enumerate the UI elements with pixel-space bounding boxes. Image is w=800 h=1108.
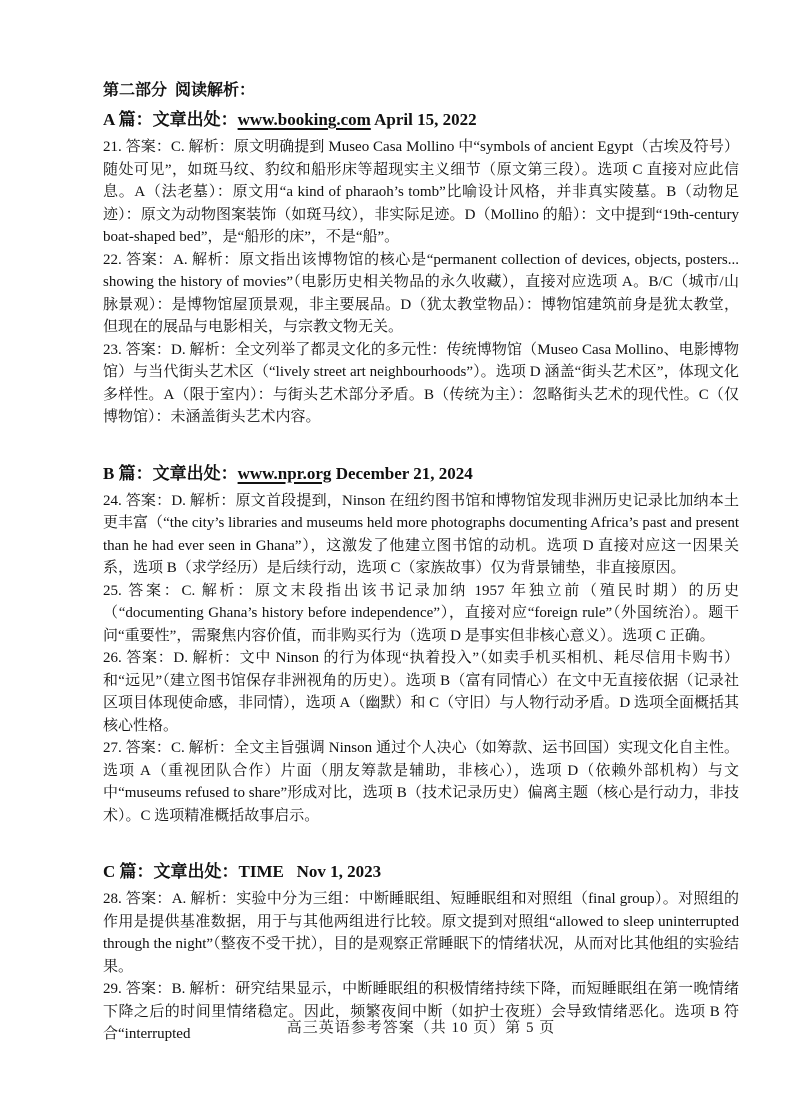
section-passage-a bbox=[103, 106, 739, 429]
page-content bbox=[103, 78, 739, 1046]
answer-item-27: 27. 答案：C. 解析：全文主旨强调 Ninson 通过个人决心（如筹款、运书回国）实现文化自主性。选项 A（重视团队合作）片面（朋友筹款是辅助，非核心），选项 D（依赖外部机构）与文中“museums refused to share”形成对比，选项 B（技术记录历史）偏离主题（核心是行动力，非技术）。C 选项精准概括故事启示。 bbox=[103, 740, 739, 824]
answer-item-23: 23. 答案：D. 解析：全文列举了都灵文化的多元性：传统博物馆（Museo Casa Mollino、电影博物馆）与当代街头艺术区（“lively street art neighbourhoods”）。选项 D 涵盖“街头艺术区”，体现文化多样性。A（限于室内）：与街头艺术部分矛盾。B（传统为主）：忽略街头艺术的现代性。C（仅博物馆）：未涵盖街头艺术内容。 bbox=[103, 341, 739, 425]
part-heading: 第二部分 阅读解析： bbox=[103, 82, 256, 99]
section-b-date: December 21, 2024 bbox=[331, 463, 473, 483]
section-c-label: C 篇：文章出处： bbox=[103, 862, 239, 881]
answer-item-21: 21. 答案：C. 解析：原文明确提到 Museo Casa Mollino 中“symbols of ancient Egypt（古埃及符号）随处可见”，如斑马纹、豹纹和船形床等超现实主义细节（原文第三段）。选项 C 直接对应此信息。A（法老墓）：原文用“a kind of pharaoh’s tomb”比喻设计风格，并非真实陵墓。B（动物足迹）：原文为动物图案装饰（如斑马纹），非实际足迹。D（Mollino 的船）：文中提到“19th-century boat-shaped bed”，是“船形的床”，不是“船”。 bbox=[103, 139, 739, 245]
answer-item-26: 26. 答案：D. 解析：文中 Ninson 的行为体现“执着投入”（如卖手机买相机、耗尽信用卡购书）和“远见”（建立图书馆保存非洲视角的历史）。选项 B（富有同情心）在文中无直接依据（记录社区项目体现使命感，非同情），选项 A（幽默）和 C（守旧）与人物行动矛盾。D 选项全面概括其核心性格。 bbox=[103, 650, 739, 734]
section-c-date: Nov 1, 2023 bbox=[283, 862, 382, 881]
section-b-heading bbox=[103, 460, 739, 488]
answer-item-24: 24. 答案：D. 解析：原文首段提到，Ninson 在纽约图书馆和博物馆发现非洲历史记录比加纳本土更丰富（“the city’s libraries and museums held more photographs documenting Africa’s past and present than he had ever seen in Ghana”），这激发了他建立图书馆的动机。选项 D 直接对应这一因果关系，选项 B（求学经历）是后续行动，选项 C（家族故事）仅为背景铺垫，非直接原因。 bbox=[103, 492, 739, 576]
section-c-heading bbox=[103, 858, 739, 886]
section-b-label: B 篇：文章出处： bbox=[103, 463, 238, 483]
answer-item-29: 29. 答案：B. 解析：研究结果显示，中断睡眠组的积极情绪持续下降，而短睡眠组在第一晚情绪下降之后的时间里情绪稳定。因此，频繁夜间中断（如护士夜班）会导致情绪恶化。选项 B 符合“interrupted bbox=[103, 981, 739, 1042]
answer-item-22: 22. 答案：A. 解析：原文指出该博物馆的核心是“permanent collection of devices, objects, posters... showing the history of movies”（电影历史相关物品的永久收藏），直接对应选项 A。B/C（城市/山脉景观）：是博物馆屋顶景观，非主要展品。D（犹太教堂物品）：博物馆建筑前身是犹太教堂，但现在的展品与电影相关，与宗教文物无关。 bbox=[103, 251, 739, 335]
page-footer: 高三英语参考答案（共 10 页）第 5 页 bbox=[286, 1020, 556, 1036]
section-b-source-link: www.npr.org bbox=[237, 463, 332, 483]
section-a-label: A 篇：文章出处： bbox=[103, 110, 238, 129]
answer-item-25: 25. 答案：C. 解析：原文末段指出该书记录加纳 1957 年独立前（殖民时期）的历史（“documenting Ghana’s history before independence”），直接对应“foreign rule”（外国统治）。题干问“重要性”，需聚焦内容价值，而非购买行为（选项 D 是事实但非核心意义）。选项 C 正确。 bbox=[103, 582, 739, 644]
section-a-heading bbox=[103, 106, 739, 134]
section-passage-b bbox=[103, 460, 739, 828]
section-a-date: April 15, 2022 bbox=[370, 110, 477, 129]
section-c-source: TIME bbox=[238, 862, 284, 881]
section-a-source-link: www.booking.com bbox=[237, 110, 371, 129]
answer-item-28: 28. 答案：A. 解析：实验中分为三组：中断睡眠组、短睡眠组和对照组（final group）。对照组的作用是提供基准数据，用于与其他两组进行比较。原文提到对照组“allowed to sleep uninterrupted through the night”（整夜不受干扰），目的是观察正常睡眠下的情绪状况，从而对比其他组的实验结果。 bbox=[103, 891, 739, 975]
